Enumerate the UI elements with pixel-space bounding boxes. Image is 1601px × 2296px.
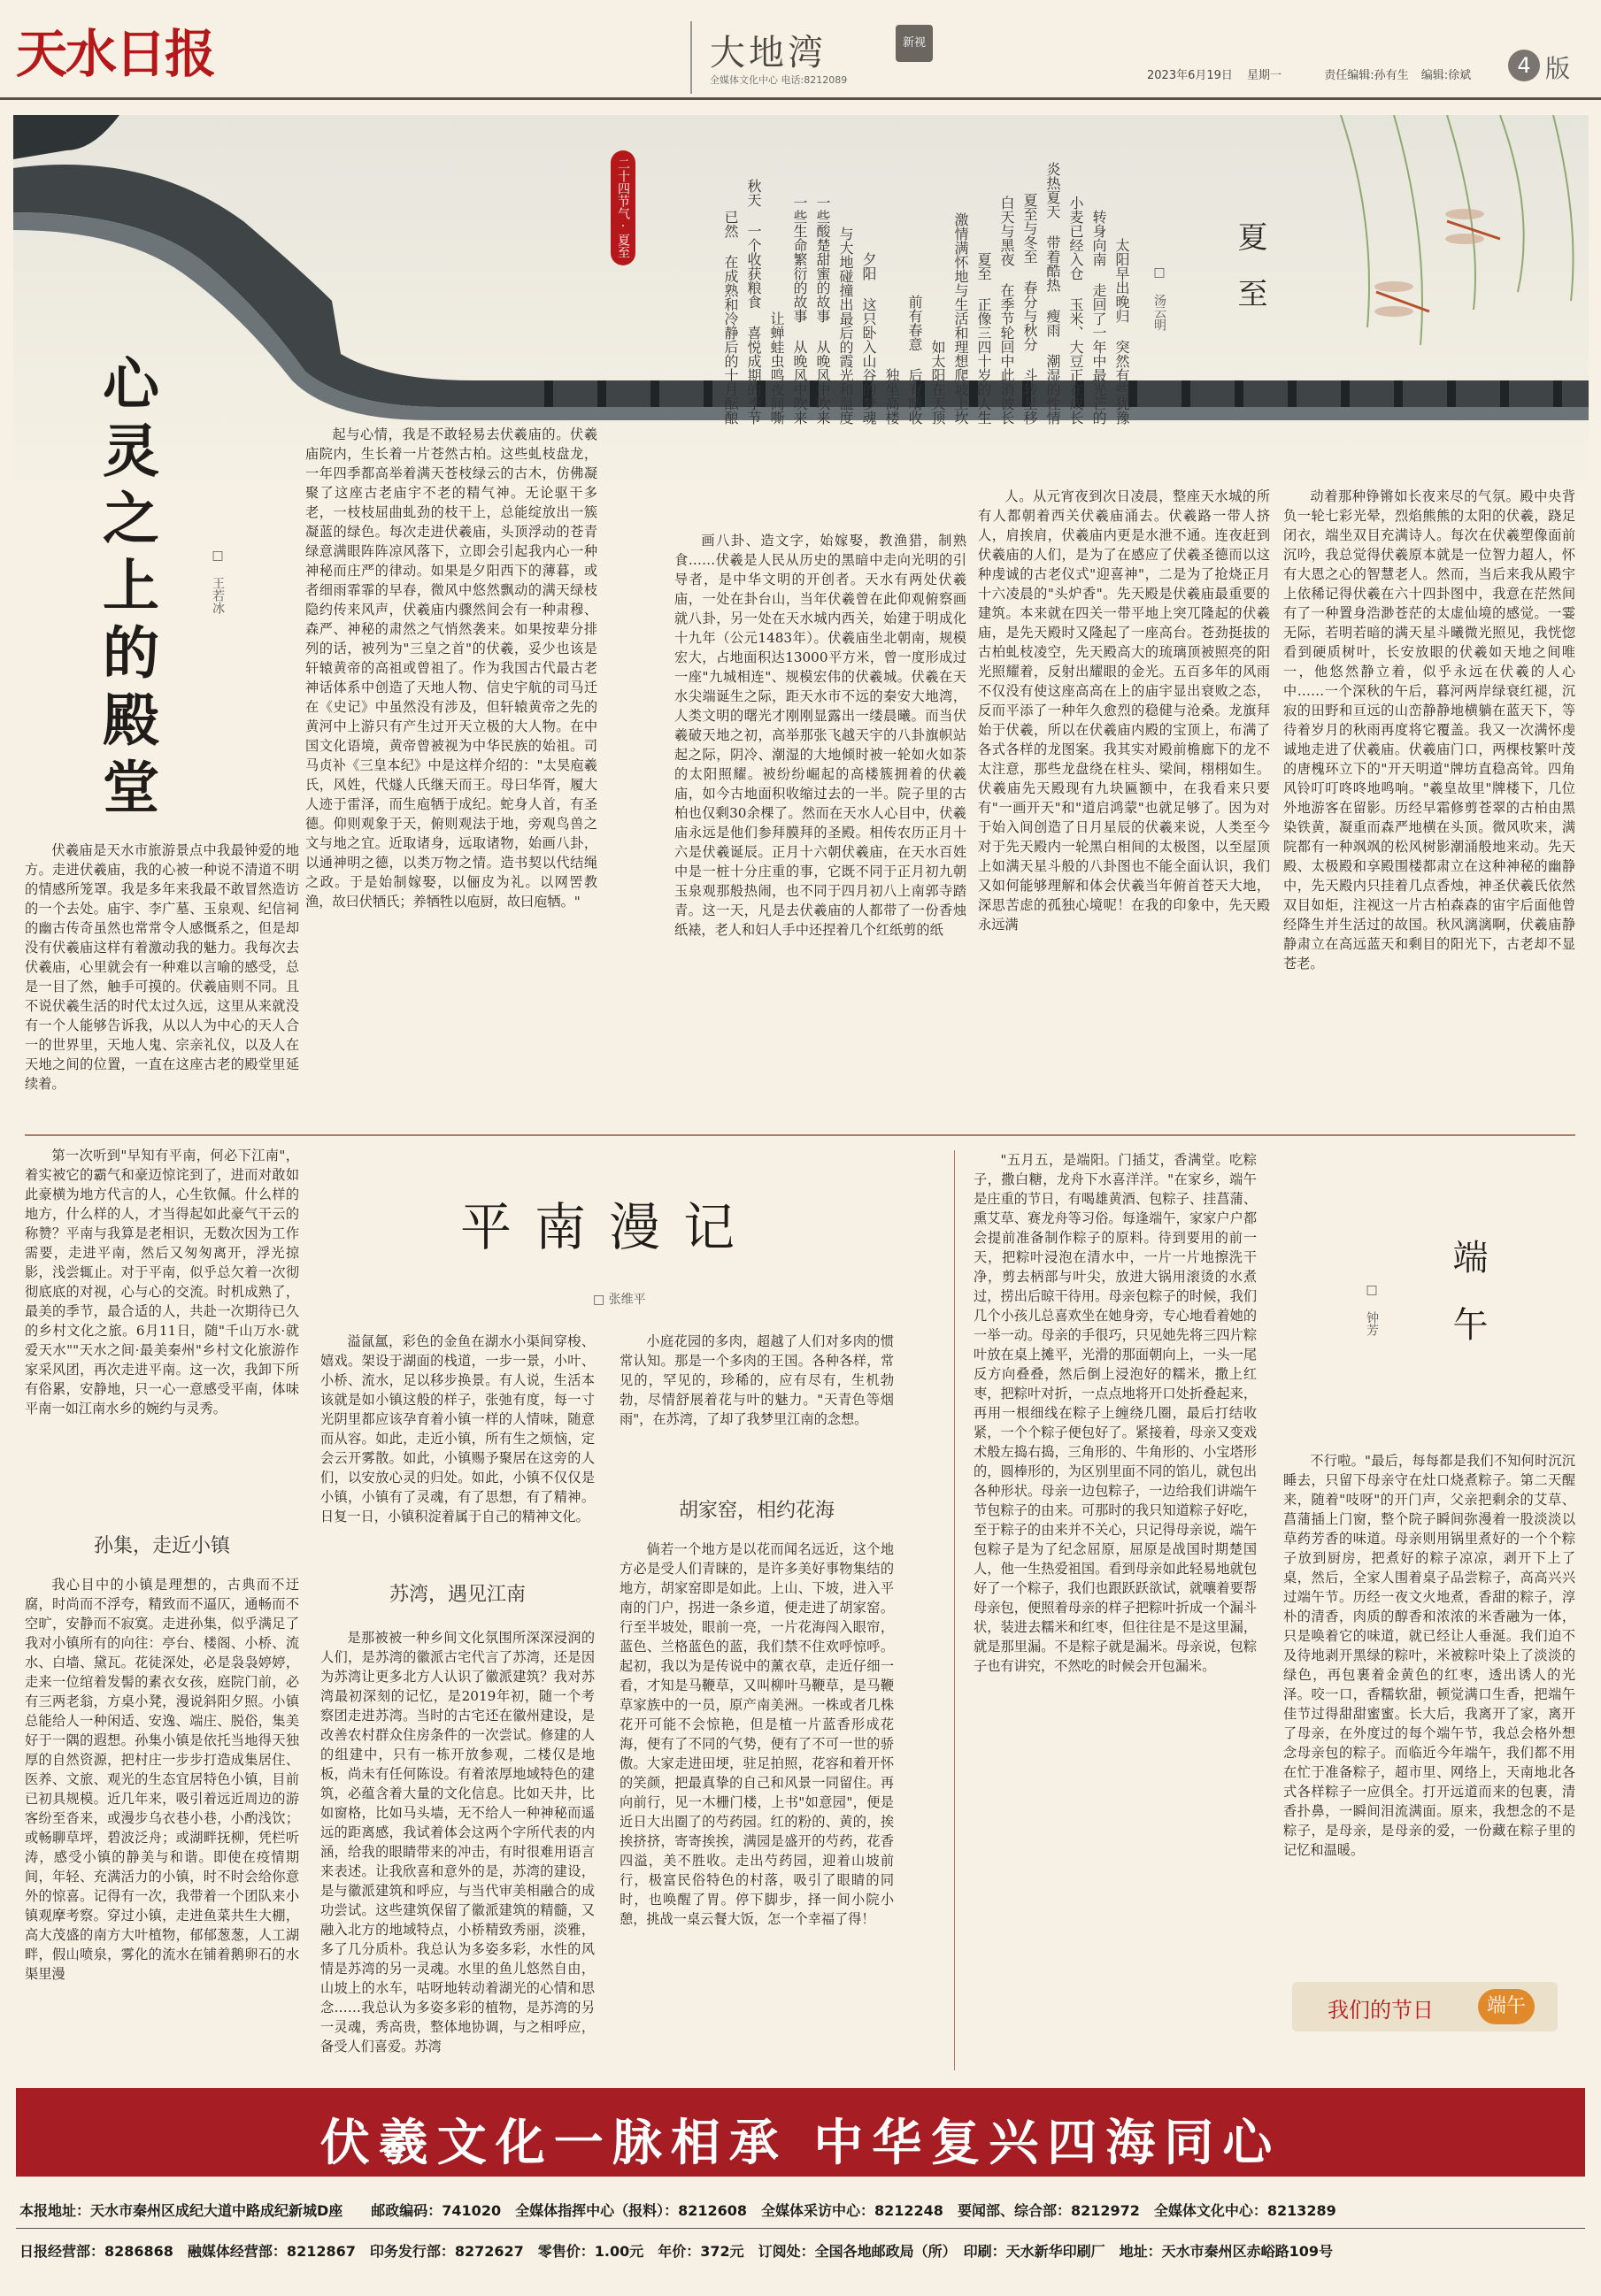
summer-poem-line: 炎热夏天 带着酷热 瘦雨 潮湿的性情 bbox=[1044, 162, 1061, 425]
issue-date: 2023年6月19日 bbox=[1147, 69, 1233, 82]
summer-author: □ 汤云明 bbox=[1152, 265, 1166, 331]
footer-line-2 bbox=[0, 2240, 1601, 2261]
footer-line-2-text: 日报经营部：8286868 融媒体经营部：8212867 印务发行部：8272627 零售价：1.00元 年价：372元 订阅处：全国各地邮政局（所） 印刷：天水新华印刷厂 地址：天水市秦州区赤峪路109号 bbox=[19, 2243, 1334, 2260]
article2-title: 平南漫记 bbox=[460, 1197, 758, 1257]
festival-badge-right: 端午 bbox=[1478, 1989, 1535, 2024]
section-badge: 新视 bbox=[896, 25, 933, 62]
article3-title: 端午 bbox=[1447, 1239, 1488, 1373]
issue-weekday: 星期一 bbox=[1247, 69, 1282, 82]
summer-poem-line: 小麦已经入仓 玉米、大豆正在成长 bbox=[1067, 196, 1084, 425]
section-divider bbox=[25, 1134, 1575, 1136]
summer-poem-lines bbox=[719, 133, 1133, 425]
summer-poem-line: 一些生命繁衍的故事 从晚风中吹来 bbox=[791, 196, 808, 425]
summer-poem-line: 转身向南 走回了一年中最光芒的 bbox=[1090, 210, 1107, 425]
summer-title-text: 夏至 bbox=[1232, 221, 1267, 334]
contact-line: 全媒体文化中心 电话:8212089 bbox=[710, 74, 848, 86]
summer-poem-line: 夏至 正像三四十岁的人生 bbox=[975, 252, 992, 425]
article2-sub3: 胡家窑，相约花海 bbox=[678, 1500, 835, 1522]
section-logo bbox=[690, 21, 949, 94]
article3-author: □ 钟芳 bbox=[1365, 1283, 1379, 1336]
article2-author: □ 张维平 bbox=[593, 1293, 646, 1307]
summer-poem-line: 秋天 一个收获粮食 喜悦成期的季节 bbox=[745, 179, 762, 425]
solar-term-badge-text: 二十四节气·夏至 bbox=[611, 150, 635, 265]
summer-poem-line: 白天与黑夜 在季节轮回中此消彼长 bbox=[998, 196, 1015, 425]
summer-poem-line: 夕阳 这只卧入山谷的梦魂 bbox=[860, 252, 877, 425]
article2-colB: 溢氤氲，彩色的金鱼在湖水小渠间穿梭、嬉戏。架设于湖面的栈道，一步一景，小叶、小桥、流水，足以移步换景。有人说，生活本该就是如小镇这般的样子，张弛有度，每一寸光阴里都应该孕育着小镇一样的人情味，随意而从容。如此，走近小镇，所有生之烦恼，定会云开雾散。如此，小镇赐予聚居在这旁的人们，以安放心灵的归处。如此，小镇不仅仅是小镇，小镇有了灵魂，有了思想，有了精神。日复一日，小镇积淀着属于自己的精神文化。 bbox=[320, 1333, 595, 1524]
footer-rule bbox=[16, 2228, 1585, 2229]
article1-title: 心灵之上的殿堂 bbox=[93, 354, 159, 825]
summer-poem-line: 与大地碰撞出最后的霞光和温度 bbox=[837, 227, 854, 425]
page-number-badge: 4 bbox=[1508, 50, 1540, 81]
masthead-date bbox=[1147, 65, 1471, 82]
summer-poem-line: 让蝉蛙虫鸣夜间嘶 bbox=[768, 311, 785, 425]
article2-sub3-text: 倘若一个地方是以花而闻名远近，这个地方必是受人们青睐的，是许多美好事物集结的地方，胡家窑即是如此。上山、下坡，进入平南的门户，拐进一条乡道，便走进了胡家窑。行至半坡处，眼前一亮，一片花海闯入眼帘，蓝色、兰格蓝色的蓝，我们禁不住欢呼惊呼。起初，我以为是传说中的薰衣草，走近仔细一看，才知是马鞭草，又叫柳叶马鞭草，是马鞭草家族中的一员，原产南美洲。一株或者几株花开可能不会惊艳，但是植一片蓝香形成花海，便有了不同的气势，便有了不可一世的骄傲。大家走进田埂，驻足拍照，花容和着开怀的笑颜，把最真挚的自己和风景一同留住。再向前行，见一木栅门楼，上书"如意园"，便是近日大出圈了的芍药园。红的粉的、黄的，挨挨挤挤，寄寄挨挨，满园是盛开的芍药，花香四溢，美不胜收。走出芍药园，迎着山坡前行，极富民俗特色的村落，吸引了眼睛的同时，也唤醒了胃。停下脚步，择一间小院小憩，挑战一桌云餐大饭，怎一个幸福了得！ bbox=[620, 1541, 894, 1927]
article3-col2: 不行啦。"最后，每每都是我们不知何时沉沉睡去，只留下母亲守在灶口烧煮粽子。第二天醒来，随着"吱呀"的开门声，父亲把剩余的艾草、菖蒲插上门窗，整个院子瞬间弥漫着一股淡淡以草药芳香的味道。母亲则用锅里煮好的一个个粽子放到厨房，把煮好的粽子凉凉，剥开下上了桌，然后，全家人围着桌子品尝粽子，高高兴兴过端午节。历经一夜文火地煮，香甜的粽子，淳朴的清香，肉质的醇香和浓浓的米香融为一体，只是唤着它的味道，就已经让人垂涎。我们迫不及待地剥开黑绿的粽叶，米被粽叶染上了淡淡的绿色，再包裹着金黄色的红枣，透出诱人的光泽。咬一口，香糯软甜，顿觉满口生香，把端午佳节过得甜甜蜜蜜。长大后，我离开了家，离开了母亲，在外度过的每个端午节，我总会格外想念母亲包的粽子。而临近今年端午，我们都不用在忙于准备粽子，超市里、网络上，天南地北各式各样粽子一应俱全。打开远道而来的包裹，清香扑鼻，一瞬间泪流满面。原来，我想念的不是粽子，是母亲，是母亲的爱，一份藏在粽子里的记忆和温暖。 bbox=[1283, 1453, 1575, 1858]
article1-col1: 伏羲庙是天水市旅游景点中我最钟爱的地方。走进伏羲庙，我的心被一种说不清道不明的情感所笼罩。我是多年来我最不敢冒然造访的一个去处。庙宇、李广墓、玉泉观、纪信祠的幽古传奇虽然也常常令人感慨系之，但是却没有伏羲庙这样有着激动我的魅力。我每次去伏羲庙，心里就会有一种难以言喻的感受，总是一目了然，触手可摸的。伏羲庙则不同。且不说伏羲生活的时代太过久远，这里从来就没有一个人能够告诉我，从以人为中心的天人合一的世界里，天地人鬼、宗亲礼仪，以及人在天地之间的位置，一直在这座古老的殿堂里延续着。 bbox=[25, 842, 299, 1092]
newspaper-name: 天水日报 bbox=[16, 24, 215, 84]
layout-editor: 编辑:徐斌 bbox=[1420, 69, 1472, 82]
summer-poem-line: 一些酸楚甜蜜的故事 从晚风中吹来 bbox=[814, 196, 831, 425]
slogan-text: 伏羲文化一脉相承 中华复兴四海同心 bbox=[319, 2115, 1282, 2172]
article3-col1: "五月五，是端阳。门插艾，香满堂。吃粽子，撒白糖，龙舟下水喜洋洋。"在家乡，端午是庄重的节日，有喝雄黄酒、包粽子、挂菖蒲、熏艾草、赛龙舟等习俗。每逢端午，家家户户都会提前准备制作粽子的原料。待到要用的前一天，把粽叶浸泡在清水中，一片一片地擦洗干净，剪去柄部与叶尖，放进大锅用滚烫的水煮过，捞出后晾干待用。母亲包粽子的时候，我们几个小孩儿总喜欢坐在她身旁，专心地看着她的一举一动。母亲的手很巧，只见她先将三四片粽叶放在桌上摊平，光滑的那面朝向上，一头一尾反方向叠叠，然后倒上浸泡好的糯米，撒上红枣，把粽叶对折，一点点地将开口处折叠起来，再用一根细线在粽子上缠绕几圈，最后打结收紧，一个个粽子便包好了。紧接着，母亲又变戏术般左捣右捣，三角形的、牛角形的、小宝塔形的，圆棒形的，为区别里面不同的馅儿，就包出各种形状。母亲一边包粽子，一边给我们讲端午节包粽子的由来。可那时的我只知道粽子好吃，至于粽子的由来并不关心，只记得母亲说，端午包粽子是为了纪念屈原，屈原是战国时期楚国人，他一生热爱祖国。看到母亲如此轻易地就包好了一个粽子，我们也跟跃跃欲试，就嚷着要帮母亲包，便照着母亲的样子把粽叶折成一个漏斗状，装进去糯米和红枣，但往往是不是这里漏，就是那里漏。不是粽子就是漏米。母亲说，包粽子也有讲究，不然吃的时候会开包漏米。 bbox=[974, 1152, 1257, 1674]
summer-poem-line: 激情满怀地与生活和理想爬坡上坎 bbox=[952, 212, 969, 425]
summer-poem-line: 独坐高楼 bbox=[883, 368, 900, 425]
article2-colC: 小庭花园的多肉，超越了人们对多肉的惯常认知。那是一个多肉的王国。各种各样，常见的，罕见的，珍稀的，应有尽有，生机勃勃，尽情舒展着花与叶的魅力。"天青色等烟雨"，在苏湾，了却了我梦里江南的念想。 bbox=[620, 1333, 894, 1427]
summer-poem-line: 夏至与冬至 春分与秋分 斗转星移 bbox=[1021, 193, 1038, 425]
summer-poem-line: 太阳早出晚归 突然有些犹豫 bbox=[1113, 238, 1130, 425]
slogan-band bbox=[16, 2088, 1585, 2177]
page-number-suffix: 版 bbox=[1545, 54, 1571, 83]
summer-poem-line: 前有春意 后有晴收 bbox=[906, 295, 923, 425]
article1-author: □ 王若冰 bbox=[211, 549, 225, 614]
festival-badge-left: 我们的节日 bbox=[1328, 1998, 1434, 2023]
section-name: 大地湾 bbox=[710, 33, 827, 73]
article2-sub2-text: 是那被被一种乡间文化氛围所深深浸润的人们，是苏湾的徽派古宅代言了苏湾，还是因为苏湾让更多北方人认识了徽派建筑？我对苏湾最初深刻的记忆，是2019年初，随一个考察团走进苏湾。当时的古宅还在徽州建设，是改善农村群众住房条件的一次尝试。修建的人的组建中，只有一栋开放参观，二楼仅是地板，尚未有任何陈设。有着浓厚地域特色的建筑，必蕴含着大量的文化信息。比如天井，比如窗格，比如马头墙，无不给人一种神秘而遥远的距离感，我试着体会这两个字所代表的内涵，给我的眼睛带来的冲击，有时很难用语言来表述。让我欣喜和意外的是，苏湾的建设，是与徽派建筑和呼应，与当代审美相融合的成功尝试。这些建筑保留了徽派建筑的精髓，又融入北方的地域特点，小桥精致秀丽，淡雅，多了几分质朴。我总认为多姿多彩，水性的风情是苏湾的另一灵魂。水里的鱼儿悠然自由，山坡上的水车，咕呀地转动着湖光的心情和思念……我总认为多姿多彩的植物，是苏湾的另一灵魂，秀高贵，整体地协调，与之相呼应，备受人们喜爱。苏湾 bbox=[320, 1630, 595, 2054]
summer-poem-line: 已然 在成熟和冷静后的十月酝酿 bbox=[722, 210, 739, 425]
footer-line-1-text: 本报地址：天水市秦州区成纪大道中路成纪新城D座 邮政编码：741020 全媒体指挥中心（报料）：8212608 全媒体采访中心：8212248 要闻部、综合部：8212972 全媒体文化中心：8213289 bbox=[19, 2202, 1336, 2219]
article1-col2: 起与心情，我是不敢轻易去伏羲庙的。伏羲庙院内，生长着一片苍然古柏。这些虬枝盘龙，一年四季都高举着满天苍枝绿云的古木，仿佛凝聚了这座古老庙宇不老的精气神。无论驱干多老，一枝枝屈曲虬劲的枝干上，总能绽放出一簇凝蓝的绿色。每次走进伏羲庙，头顶浮动的苍青绿意满眼阵阵凉风落下，立即会引起我内心一种神秘而庄严的律动。如果是夕阳西下的薄暮，或者细雨霏霏的早春，微风中悠然飘动的满天绿枝隐约传来风声，伏羲庙内骤然间会有一种肃穆、森严、神秘的肃然之气悄然袭来。如果按辈分排列的话，被列为"三皇之首"的伏羲，妥少也该是轩辕黄帝的高祖或曾祖了。作为我国古代最古老神话体系中创造了天地人物、信史宇航的司马迁在《史记》中虽然没有涉及，但轩辕黄帝之先的黄河中上游只有产生过开天立极的大人物。在中国文化语境，黄帝曾被视为中华民族的始祖。司马贞补《三皇本纪》中是这样介绍的："太昊庖羲氏，风姓，代燧人氏继天而王。母曰华胥，履大人迹于雷泽，而生庖牺于成纪。蛇身人首，有圣德。仰则观象于天，俯则观法于地，旁观鸟兽之文与地之宜。近取诸身，远取诸物，始画八卦，以通神明之德，以类万物之情。造书契以代结绳之政。于是始制嫁娶，以俪皮为礼。以网罟教渔，故曰伏牺氏；养牺牲以庖厨，故曰庖牺。" bbox=[305, 426, 597, 910]
responsible-editor: 责任编辑:孙有生 bbox=[1324, 69, 1409, 82]
masthead-rule bbox=[0, 97, 1601, 100]
article2-sub2: 苏湾，遇见江南 bbox=[389, 1584, 526, 1606]
solar-term-badge bbox=[611, 150, 637, 265]
summer-poem-line: 如太阳在天顶 bbox=[929, 340, 946, 425]
article2-intro: 第一次听到"早知有平南，何必下江南"，着实被它的霸气和豪迈惊诧到了，进而对敢如此豪横为地方代言的人，心生钦佩。什么样的地方，什么样的人，才当得起如此豪气干云的称赞？平南与我算是老相识，无数次因为工作需要，走进平南，然后又匆匆离开，浮光掠影，浅尝辄止。对于平南，似乎总欠着一次彻彻底底的对视，心与心的交流。时机成熟了，最美的季节，最合适的人，共赴一次期待已久的乡村文化之旅。6月11日，随"千山万水·就爱天水""天水之间·最美秦州"乡村文化旅游作家采风团，再次走进平南。这一次，我卸下所有俗累，安静地，只一心一意感受平南，体味平南一如江南水乡的婉约与灵秀。 bbox=[25, 1148, 299, 1417]
article1-col3: 画八卦、造文字，始嫁娶，教渔猎，制熟食……伏羲是人民从历史的黑暗中走向光明的引导者，是中华文明的开创者。天水有两处伏羲庙，一处在卦台山，当年伏羲曾在此仰观俯察画就八卦，另一处在天水城内西关，始建于明成化十九年（公元1483年）。伏羲庙坐北朝南，规模宏大，占地面积达13000平方米，曾一度形成过一座"九城相连"、规模宏伟的伏羲城。伏羲在天水尖端诞生之际，距天水市不远的秦安大地湾，人类文明的曙光才刚刚显露出一缕晨曦。而当伏羲破天地之初，高举那张飞越天宇的八卦旗帜站起之际，阴冷、潮湿的大地倾时被一轮如火如荼的太阳照耀。被纷纷崛起的高楼簇拥着的伏羲庙，如今古地面积收缩过去的一半。院子里的古柏也仅剩30余棵了。然而在天水人心目中，伏羲庙永远是他们参拜膜拜的圣殿。相传农历正月十六是伏羲诞辰。正月十六朝伏羲庙，在天水百姓中是一桩十分庄重的事，它既不同于正月初九朝玉泉观那般热闹，也不同于四月初八上南郭寺踏青。这一天，凡是去伏羲庙的人都带了一份香烛纸裱，老人和妇人手中还捏着几个红纸剪的纸 bbox=[674, 533, 966, 938]
summer-title bbox=[1228, 221, 1272, 334]
festival-badge bbox=[1292, 1982, 1558, 2031]
article1-col4: 人。从元宵夜到次日凌晨，整座天水城的所有人都朝着西关伏羲庙涌去。伏羲路一带人挤人，肩挨肩，伏羲庙内更是水泄不通。连夜赶到伏羲庙的人们，是为了在感应了伏羲圣德而以这种虔诚的古老仪式"迎喜神"，二是为了抢烧正月十六凌晨的"头炉香"。先天殿是伏羲庙最重要的建筑。本来就在四关一带平地上突兀隆起的伏羲庙，是先天殿时又隆起了一座高台。苍劲挺拔的古柏虬枝凌空，先天殿高大的琉璃顶被照亮的阳光照耀着，反射出耀眼的金光。五百多年的风雨不仅没有使这座高高在上的庙宇显出衰败之态，反而平添了一种年久愈烈的稳健与沧桑。龙旗拜始于伏羲，所以在伏羲庙内殿的宝顶上，布满了各式各样的龙图案。我其实对殿前檐廊下的龙不太注意，那些龙盘绕在柱头、梁间，栩栩如生。伏羲庙先天殿现有九块匾额中，在我看来只要有"一画开天"和"道启鸿蒙"也就足够了。因为对于始入间创造了日月星辰的伏羲来说，人类至今对于先天殿内一轮黑白相间的太极图，以至屋顶上如满天星斗般的八卦图也不能全面认识，我们又如何能够理解和体会伏羲当年俯首苍天大地，深思苦虑的孤独心境呢！在我的印象中，先天殿永远满 bbox=[978, 488, 1270, 933]
footer-line-1 bbox=[0, 2200, 1601, 2220]
column-divider bbox=[954, 1150, 955, 2070]
article2-sub1-text: 我心目中的小镇是理想的，古典而不迂腐，时尚而不浮夸，精致而不逼仄，通畅而不空旷，安静而不寂寞。走进孙集，似乎满足了我对小镇所有的向往：亭台、楼阁、小桥、流水、白墙、黛瓦。花徒深处，必是袅袅婷婷，走来一位绾着发髻的素衣女孩，庭院门前，必有三两老翁，方桌小凳，漫说斜阳夕照。小镇总能给人一种闲适、安逸、端庄、脱俗，集美好于一隅的遐想。孙集小镇是依托当地得天独厚的自然资源，把村庄一步步打造成集居住、医养、文旅、观光的生态宜居特色小镇，目前已初具规模。近几年来，吸引着远近周边的游客纷至沓来，或漫步乌衣巷小巷，小酌浅饮；或畅聊草坪，碧波泛舟；或湖畔抚柳，凭栏听涛，感受小镇的静美与和谐。即使在疫情期间，年轻、充满活力的小镇，时不时会给你意外的惊喜。记得有一次，我带着一个团队来小镇观摩考察。穿过小镇，走进鱼菜共生大棚，高大茂盛的南方大叶植物，郁郁葱葱，人工湖畔，假山喷泉，雾化的流水在铺着鹅卵石的水渠里漫 bbox=[25, 1577, 299, 1982]
article2-sub1: 孙集，走近小镇 bbox=[93, 1535, 230, 1557]
summer-poem bbox=[655, 133, 1133, 425]
article1-col5: 动着那种铮锵如长夜来尽的气氛。殿中央背负一轮七彩光晕，烈焰熊熊的太阳的伏羲，跷足闭衣，端坐双目充满诗人。每次在伏羲塑像面前沉吟，我总觉得伏羲原本就是一位智力超人，怀有大恩之心的智慧老人。然而，当后来我从殿宇上依稀记得伏羲在六十四卦图中，我意在茫然间有了一种置身浩渺苍茫的太虚仙境的感觉。一霎无际，若明若暗的满天星斗曦微光照见，我恍惚看到硬质树叶，长安放眼的伏羲如天地之间唯一，他悠然静立着，似乎永远在伏羲的人心中……一个深秋的午后，暮河两岸绿衰红褪，沉寂的田野和亘远的山峦静静地横躺在蓝天下，等待着岁月的秋雨再度将它覆盖。我又一次满怀虔诚地走进了伏羲庙。伏羲庙门口，两棵枝繁叶茂的唐槐环立下的"开天明道"牌坊直稳高耸。四角风铃叮叮咚咚地鸣响。"羲皇故里"牌楼下，几位外地游客在留影。历经早霜修剪苍翠的古柏由黑染铁黄，凝重而森严地横在头顶。微风吹来，满院都有一种飒飒的松风树影潮涌般地来动。先天殿、太极殿和享殿围楼都肃立在这种神秘的幽静中，先天殿内只挂着几点香烛，神圣伏羲氏依然双目如炬，注视这一片古柏森森的宙宇后面他曾经降生并生活过的故国。秋风漓漓啊，伏羲庙静静肃立在高远蓝天和剩目的阳光下，古老却不显苍老。 bbox=[1283, 488, 1575, 971]
